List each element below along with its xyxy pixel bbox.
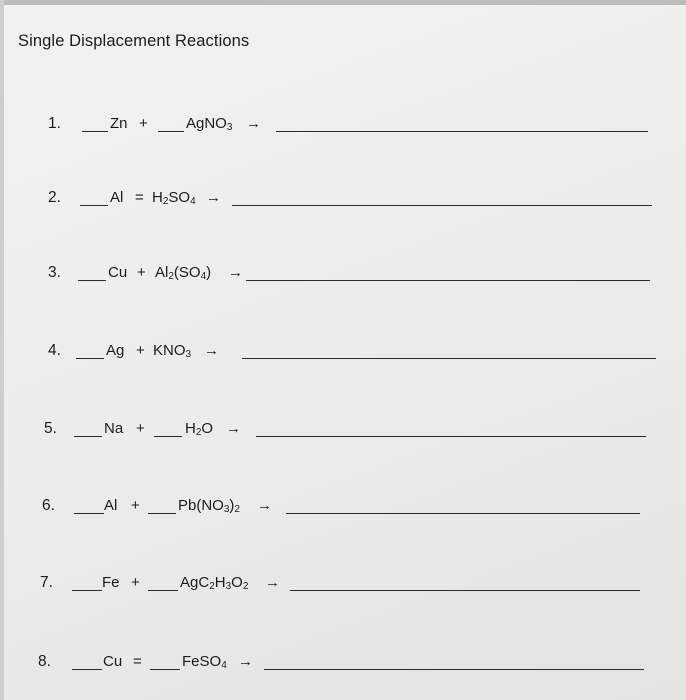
coefficient-blank[interactable]	[82, 115, 108, 132]
answer-line[interactable]	[256, 436, 646, 437]
arrow-icon: →	[204, 342, 219, 359]
coefficient-blank[interactable]	[78, 264, 106, 281]
equals-sign: =	[135, 189, 144, 206]
reactant-2: $Pb(NO_3)_2$	[178, 497, 240, 515]
coefficient-blank[interactable]	[150, 653, 180, 670]
reactant-1: Al	[110, 189, 124, 206]
question-3	[0, 264, 686, 288]
arrow-icon: →	[246, 115, 261, 132]
reactant-2: AgNO$_3$	[186, 115, 233, 133]
question-5	[0, 420, 686, 444]
coefficient-blank[interactable]	[80, 189, 108, 206]
reactant-2: FeSO$_4$	[182, 653, 227, 671]
answer-line[interactable]	[290, 590, 640, 591]
reactant-1: Zn	[110, 115, 128, 132]
question-number: 7.	[40, 574, 53, 591]
plus-sign: +	[136, 342, 145, 359]
question-number: 1.	[48, 115, 61, 132]
page-edge-shadow	[0, 0, 686, 5]
answer-line[interactable]	[242, 358, 656, 359]
reactant-1: Cu	[108, 264, 128, 281]
arrow-icon: →	[257, 497, 272, 514]
question-2	[0, 189, 686, 213]
reactant-1: Cu	[103, 653, 123, 670]
reactant-2: $KNO_3$	[153, 342, 192, 360]
coefficient-blank[interactable]	[74, 497, 104, 514]
arrow-icon: →	[238, 653, 253, 670]
coefficient-blank[interactable]	[148, 574, 178, 591]
coefficient-blank[interactable]	[72, 574, 102, 591]
question-number: 6.	[42, 497, 55, 514]
plus-sign: +	[137, 264, 146, 281]
arrow-icon: →	[226, 420, 241, 437]
question-8	[0, 653, 686, 677]
answer-line[interactable]	[246, 280, 650, 281]
coefficient-blank[interactable]	[148, 497, 176, 514]
reactant-1: Fe	[102, 574, 120, 591]
question-number: 5.	[44, 420, 57, 437]
reactant-1: Al	[104, 497, 118, 514]
reactant-2: $Al_2(SO_4)$	[155, 264, 212, 282]
answer-line[interactable]	[276, 131, 648, 132]
question-7	[0, 574, 686, 598]
question-1	[0, 115, 686, 139]
plus-sign: +	[136, 420, 145, 437]
reactant-1: Na	[104, 420, 124, 437]
arrow-icon: →	[265, 574, 280, 591]
question-number: 2.	[48, 189, 61, 206]
answer-line[interactable]	[232, 205, 652, 206]
coefficient-blank[interactable]	[74, 420, 102, 437]
coefficient-blank[interactable]	[76, 342, 104, 359]
question-number: 8.	[38, 653, 51, 670]
reactant-2: $AgC_2H_3O_2$	[180, 574, 249, 592]
question-4	[0, 342, 686, 366]
answer-line[interactable]	[286, 513, 640, 514]
plus-sign: +	[131, 574, 140, 591]
question-number: 3.	[48, 264, 61, 281]
question-number: 4.	[48, 342, 61, 359]
plus-sign: +	[139, 115, 148, 132]
question-6	[0, 497, 686, 521]
arrow-icon: →	[228, 264, 243, 281]
arrow-icon: →	[206, 189, 221, 206]
plus-sign: +	[131, 497, 140, 514]
coefficient-blank[interactable]	[158, 115, 184, 132]
reactant-2: $H_2SO_4$	[152, 189, 196, 207]
coefficient-blank[interactable]	[72, 653, 102, 670]
page-title: Single Displacement Reactions	[18, 32, 250, 50]
equals-sign: =	[133, 653, 142, 670]
reactant-2: $H_2O$	[185, 420, 214, 438]
answer-line[interactable]	[264, 669, 644, 670]
coefficient-blank[interactable]	[154, 420, 182, 437]
reactant-1: Ag	[106, 342, 125, 359]
